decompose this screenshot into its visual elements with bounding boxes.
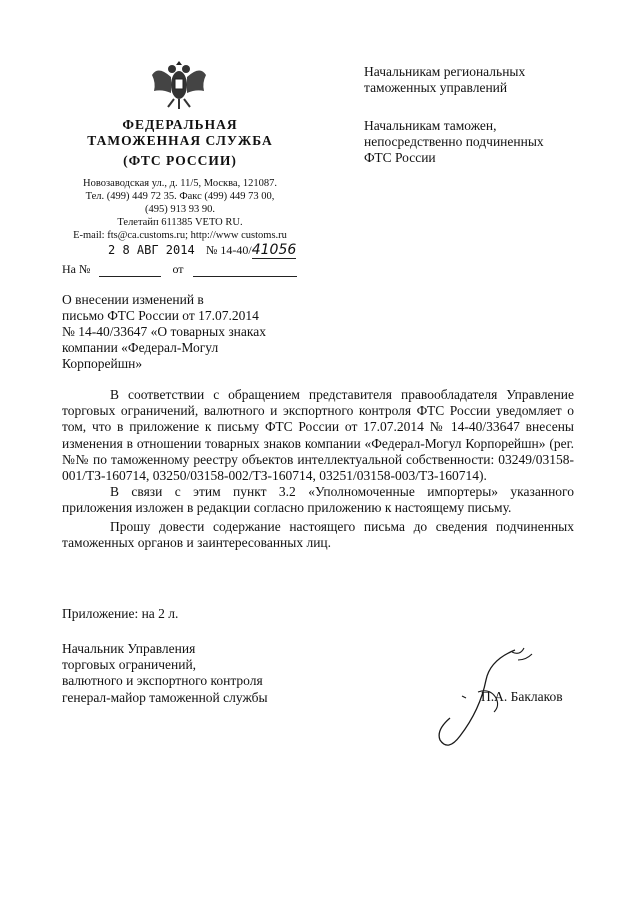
coat-of-arms-emblem xyxy=(150,55,208,111)
subject-line: Корпорейшн» xyxy=(62,356,143,371)
teletype-line: Телетайп 611385 VETO RU. xyxy=(117,217,243,228)
subject-line: № 14-40/33647 «О товарных знаках xyxy=(62,324,266,339)
addressee-line: Начальникам таможен, xyxy=(364,118,497,133)
email-line: E-mail: fts@ca.customs.ru; http://www customs.ru xyxy=(73,230,287,241)
addressee-regional xyxy=(364,64,525,96)
org-name-line2: ТАМОЖЕННАЯ СЛУЖБА xyxy=(87,133,273,148)
ref-number-blank xyxy=(99,264,161,277)
ref-date-blank xyxy=(193,264,297,277)
registration-date: 2 8 АВГ 2014 xyxy=(108,243,195,257)
registration-number-handwritten: 41056 xyxy=(251,242,297,258)
ref-number-label: На № xyxy=(62,262,91,276)
letter-subject xyxy=(62,292,322,372)
body-paragraph: Прошу довести содержание настоящего письма до сведения подчиненных таможенных органов и заинтересованных лиц. xyxy=(62,518,574,550)
subject-line: письмо ФТС России от 17.07.2014 xyxy=(62,308,259,323)
subject-line: компании «Федерал-Могул xyxy=(62,340,219,355)
appendix-note: Приложение: на 2 л. xyxy=(62,606,179,621)
addressee-customs xyxy=(364,118,544,166)
ref-from-label: от xyxy=(172,262,184,276)
position-line: торговых ограничений, xyxy=(62,657,197,673)
addressee-line: непосредственно подчиненных xyxy=(364,134,544,149)
org-name-line1: ФЕДЕРАЛЬНАЯ xyxy=(122,117,238,132)
addressee-line: ФТС России xyxy=(364,150,436,165)
body-paragraph: В соответствии с обращением представителя правообладателя Управление торговых ограничений, валютного и экспортного контроля ФТС России уведомляет о том, что в приложение к письму ФТС России от 17.07.2014 № 14-40/33647 внесены изменения в отношении товарных знаков компании «Федерал-Могул Корпорейшн» (рег. №№ по таможенному реестру объектов интеллектуальной собственности: 03249/03158-001/ТЗ-160714, 03250/03158-002/ТЗ-160714, 03251/03158-003/ТЗ-160714). xyxy=(62,387,574,484)
signatory-name: П.А. Баклаков xyxy=(481,689,563,704)
phone-line: Тел. (499) 449 72 35. Факс (499) 449 73 00, xyxy=(85,191,275,202)
address-line: Новозаводская ул., д. 11/5, Москва, 121087. xyxy=(83,178,277,189)
phone-line-2: (495) 913 93 90. xyxy=(145,204,215,215)
position-line: генерал-майор таможенной службы xyxy=(62,689,268,705)
reference-line xyxy=(62,262,297,277)
position-line: Начальник Управления xyxy=(62,641,196,656)
body-paragraph: В связи с этим пункт 3.2 «Уполномоченные импортеры» указанного приложения изложен в редакции согласно приложению к настоящему письму. xyxy=(62,484,574,516)
registration-line xyxy=(108,242,296,259)
addressee-line: таможенных управлений xyxy=(364,80,508,95)
signatory-position xyxy=(62,641,268,706)
registration-number-prefix: № 14-40/ xyxy=(205,243,252,257)
org-name-abbr: (ФТС РОССИИ) xyxy=(123,153,237,168)
position-line: валютного и экспортного контроля xyxy=(62,673,263,689)
subject-line: О внесении изменений в xyxy=(62,292,204,307)
letter-body xyxy=(62,387,574,551)
addressee-line: Начальникам региональных xyxy=(364,64,526,79)
